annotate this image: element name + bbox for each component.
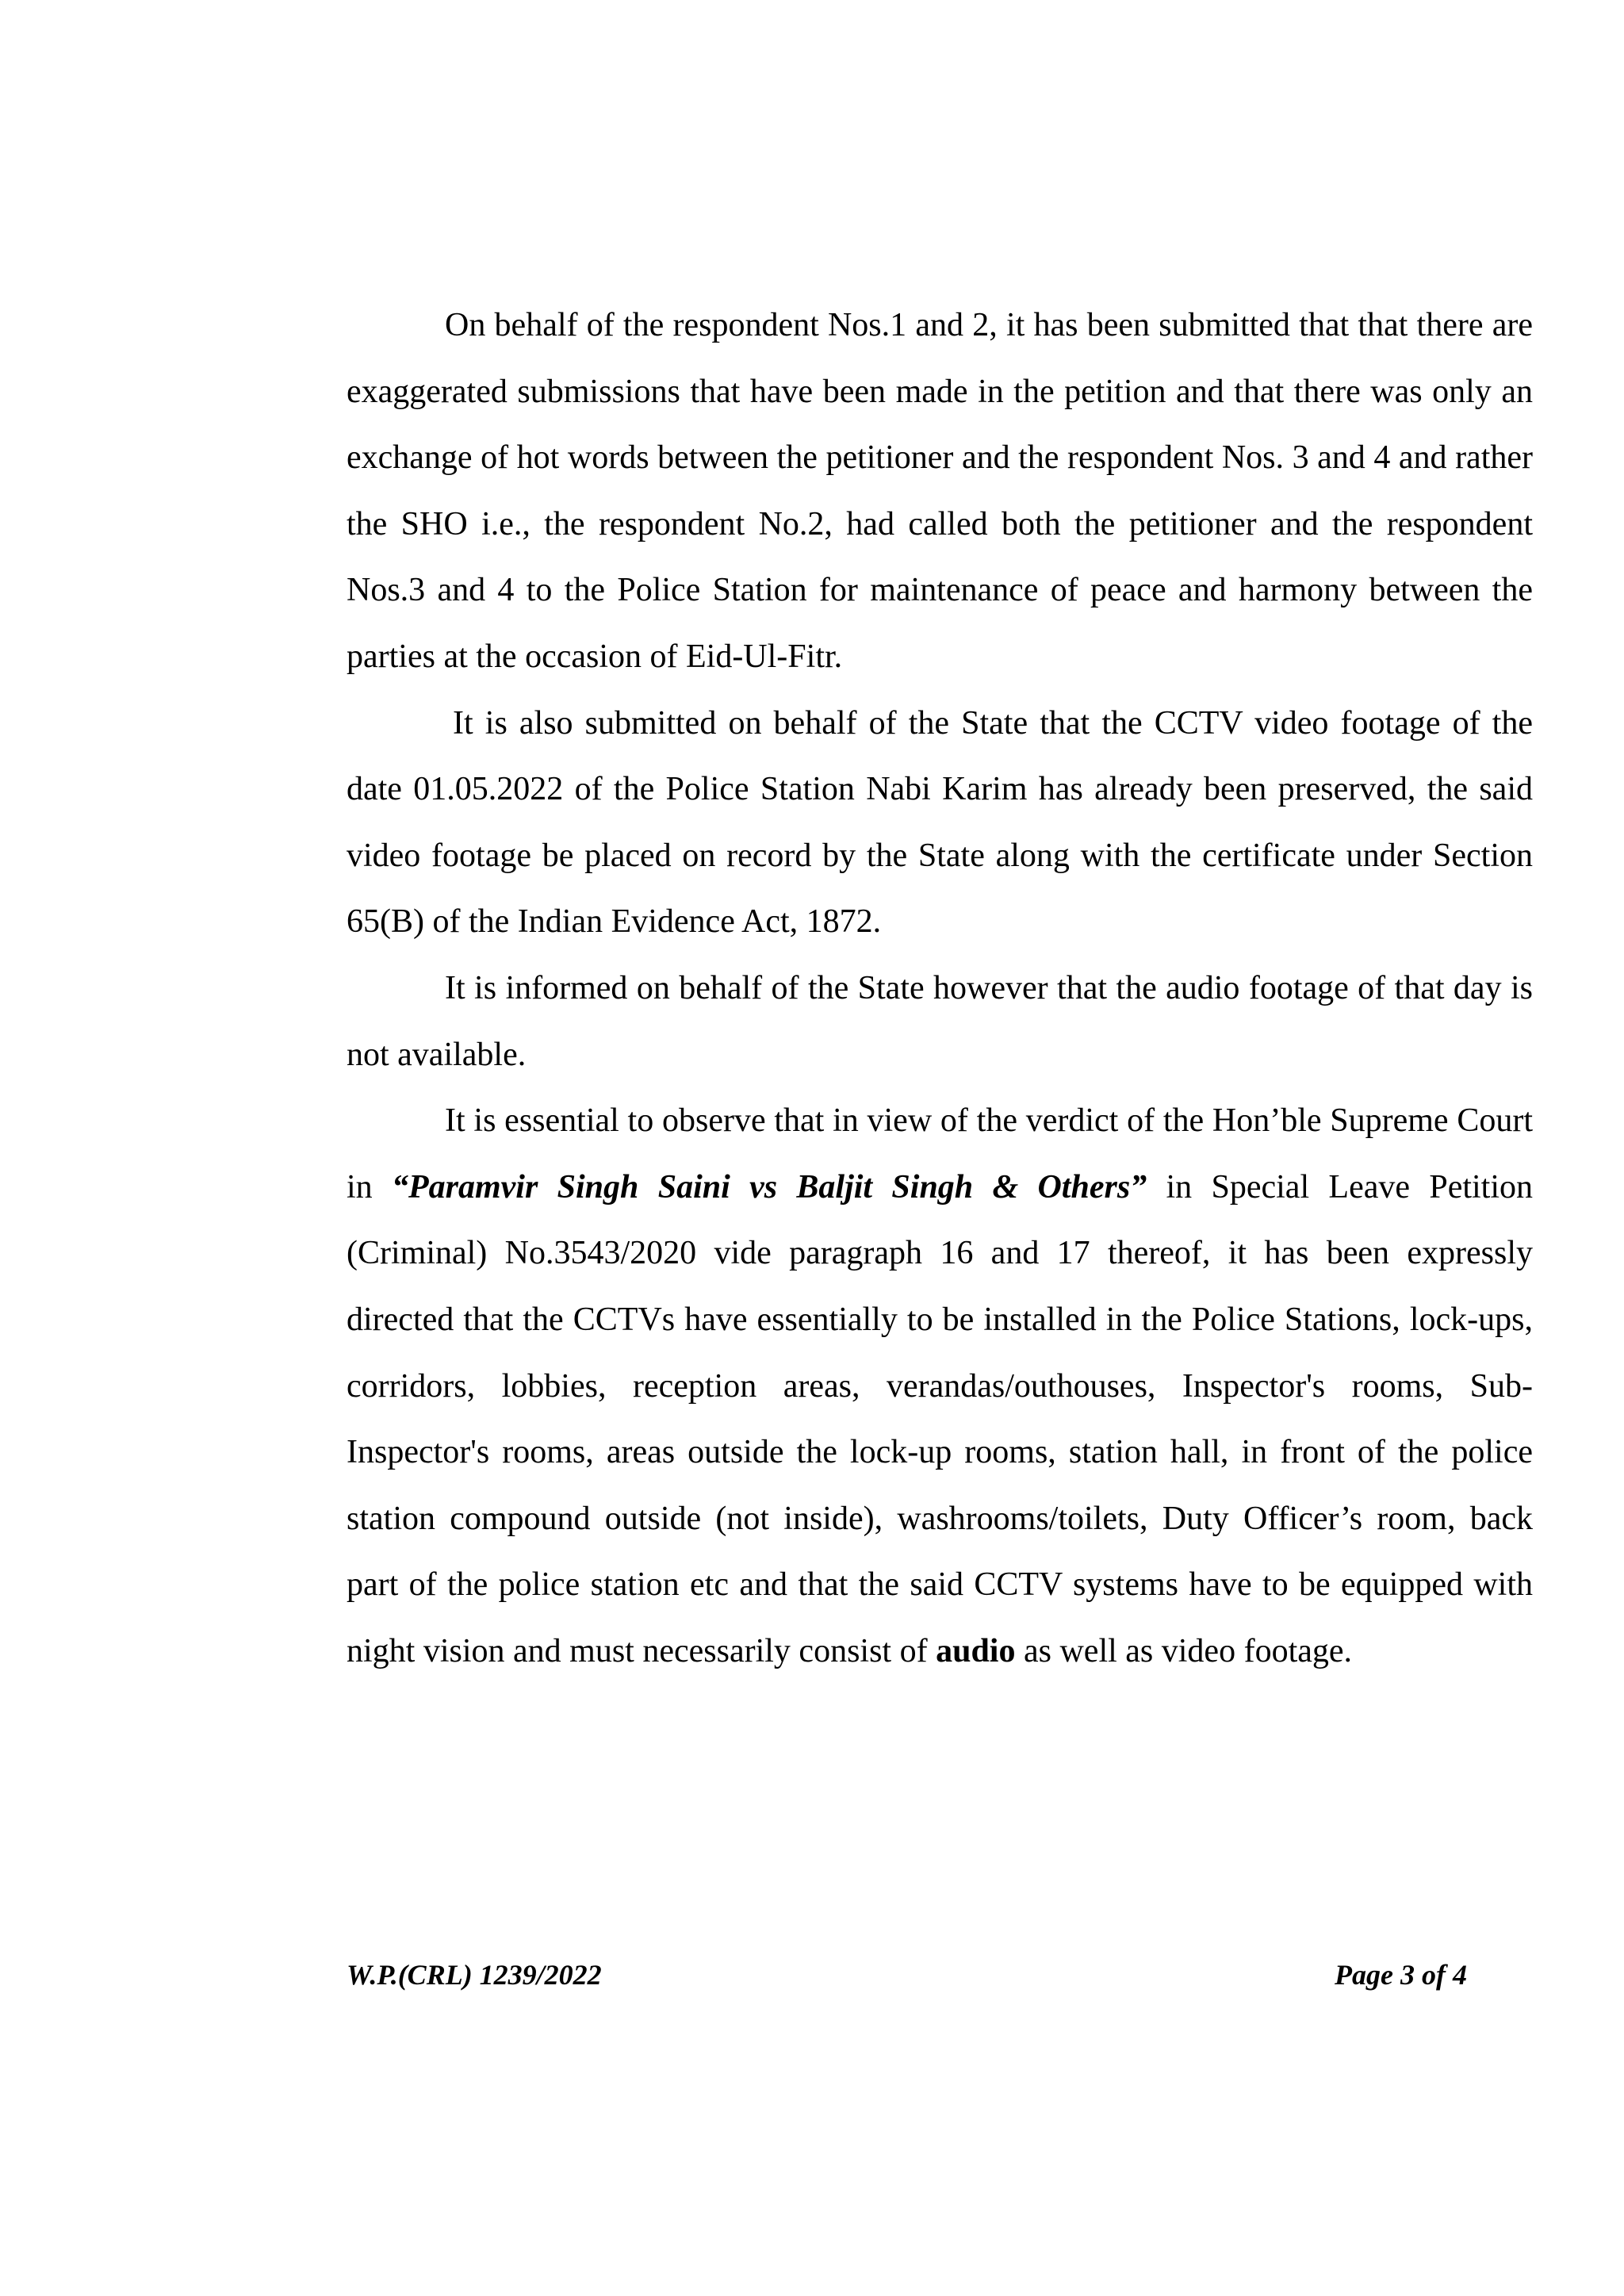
paragraph-audio-not-available: It is informed on behalf of the State however that the audio footage of that day is not available.: [347, 969, 1533, 1073]
footer-page-number: Page 3 of 4: [1335, 1959, 1467, 1991]
paragraph-respondent-submission: On behalf of the respondent Nos.1 and 2, it has been submitted that that there are exaggerated submissions that have been made in the petition and that there was only an exchange of hot words between the petitioner and the respondent Nos. 3 and 4 and rather the SHO i.e., the respondent No.2, had called both the petitioner and the respondent Nos.3 and 4 to the Police Station for maintenance of peace and harmony between the parties at the occasion of Eid-Ul-Fitr.: [347, 307, 1533, 675]
paragraph-supreme-court-directions: [347, 1088, 1533, 1685]
paragraph-text-body: in Special Leave Petition (Criminal) No.3543/2020 vide paragraph 16 and 17 thereof, it has been expressly directed that the CCTVs have essentially to be installed in the Police Stations, lock-ups, corridors, lobbies, reception areas, verandas/outhouses, Inspector's rooms, Sub-Inspector's rooms, areas outside the lock-up rooms, station hall, in front of the police station compound outside (not inside), washrooms/toilets, Duty Officer’s room, back part of the police station etc and that the said CCTV systems have to be equipped with night vision and must necessarily consist of: [347, 1168, 1534, 1669]
footer-case-number: W.P.(CRL) 1239/2022: [347, 1959, 602, 1991]
document-body: [347, 293, 1533, 1685]
emphasis-audio: audio: [936, 1632, 1016, 1669]
paragraph-cctv-footage-preserved: It is also submitted on behalf of the State that the CCTV video footage of the date 01.05.2022 of the Police Station Nabi Karim has already been preserved, the said video footage be placed on record by the State along with the certificate under Section 65(B) of the Indian Evidence Act, 1872.: [347, 704, 1533, 941]
paragraph-text-end: as well as video footage.: [1015, 1632, 1353, 1669]
paragraph-text-intro: It is essential to observe that in view of the verdict of the Hon’ble Supreme Court in: [347, 1102, 1533, 1205]
case-title: “Paramvir Singh Saini vs Baljit Singh & Others”: [392, 1168, 1147, 1205]
